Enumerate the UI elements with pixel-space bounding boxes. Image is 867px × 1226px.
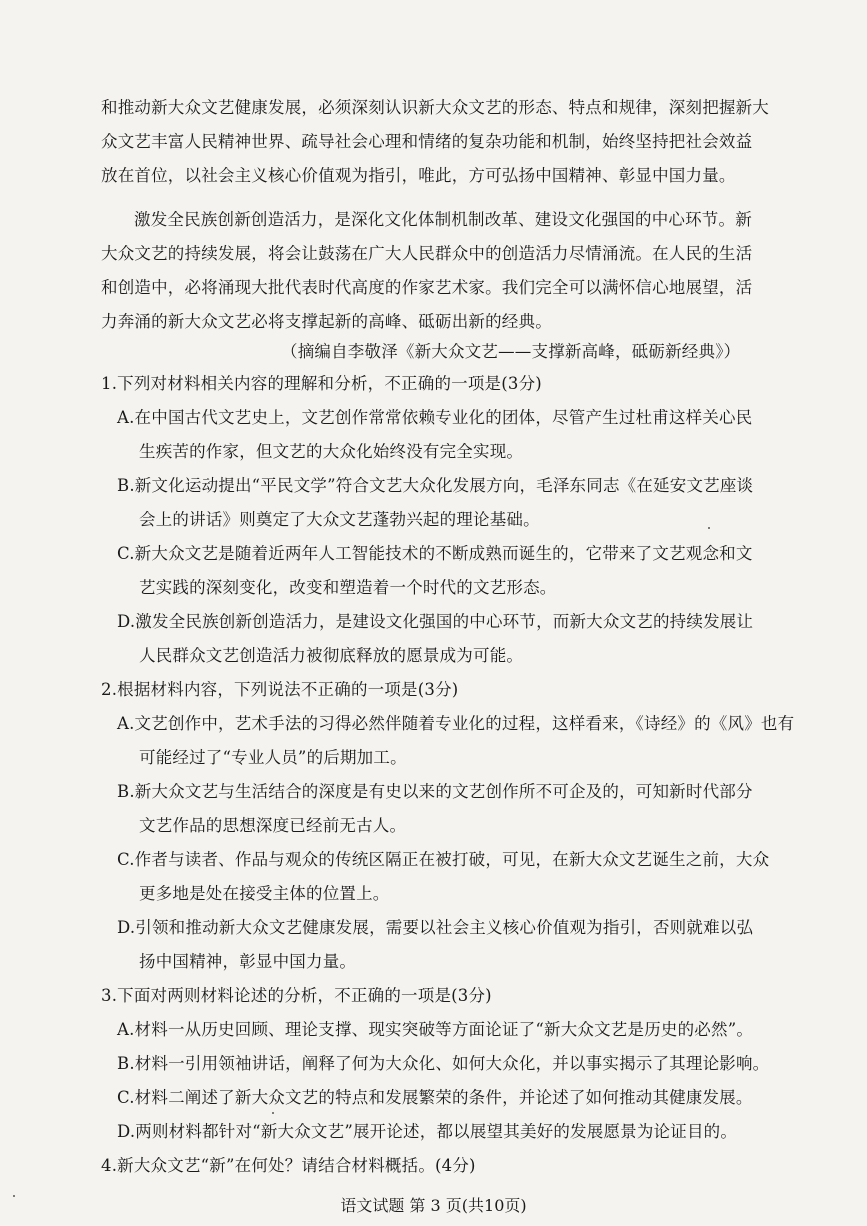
q1-option-b: B.新文化运动提出“平民文学”符合文艺大众化发展方向，毛泽东同志《在延安文艺座谈 — [117, 476, 754, 495]
scan-speck — [272, 1112, 274, 1114]
q2-option-d-cont: 扬中国精神，彰显中国力量。 — [139, 952, 357, 971]
question-1-stem: 1.下列对材料相关内容的理解和分析，不正确的一项是(3分) — [101, 374, 542, 393]
source-citation: （摘编自李敬泽《新大众文艺——支撑新高峰，砥砺新经典》） — [281, 342, 741, 361]
q1-option-b-cont: 会上的讲话》则奠定了大众文艺蓬勃兴起的理论基础。 — [139, 510, 540, 529]
passage-line: 放在首位，以社会主义核心价值观为指引，唯此，方可弘扬中国精神、彰显中国力量。 — [101, 166, 736, 185]
page-footer: 语文试题 第 3 页(共10页) — [340, 1196, 527, 1215]
q1-option-c-cont: 艺实践的深刻变化，改变和塑造着一个时代的文艺形态。 — [139, 578, 557, 597]
passage-line: 大众文艺的持续发展，将会让鼓荡在广大人民群众中的创造活力尽情涌流。在人民的生活 — [101, 244, 753, 263]
passage-line: 和推动新大众文艺健康发展，必须深刻认识新大众文艺的形态、特点和规律，深刻把握新大 — [101, 98, 769, 117]
q1-option-a-cont: 生疾苦的作家，但文艺的大众化始终没有完全实现。 — [139, 442, 524, 461]
q2-option-a: A.文艺创作中，艺术手法的习得必然伴随着专业化的过程，这样看来，《诗经》的《风》也有 — [117, 714, 795, 733]
q2-option-b-cont: 文艺作品的思想深度已经前无古人。 — [139, 816, 407, 835]
scan-speck — [708, 527, 710, 529]
q2-option-c: C.作者与读者、作品与观众的传统区隔正在被打破，可见，在新大众文艺诞生之前，大众 — [117, 850, 770, 869]
q1-option-c: C.新大众文艺是随着近两年人工智能技术的不断成熟而诞生的，它带来了文艺观念和文 — [117, 544, 753, 563]
q1-option-a: A.在中国古代文艺史上，文艺创作常常依赖专业化的团体，尽管产生过杜甫这样关心民 — [117, 408, 753, 427]
q2-option-c-cont: 更多地是处在接受主体的位置上。 — [139, 884, 390, 903]
q3-option-d: D.两则材料都针对“新大众文艺”展开论述，都以展望其美好的发展愿景为论证目的。 — [117, 1122, 738, 1141]
passage-line: 力奔涌的新大众文艺必将支撑起新的高峰、砥砺出新的经典。 — [101, 312, 552, 331]
q3-option-b: B.材料一引用领袖讲话，阐释了何为大众化、如何大众化，并以事实揭示了其理论影响。 — [117, 1054, 770, 1073]
question-4-stem: 4.新大众文艺“新”在何处？请结合材料概括。(4分) — [101, 1156, 476, 1175]
passage-line: 激发全民族创新创造活力，是深化文化体制机制改革、建设文化强国的中心环节。新 — [134, 210, 752, 229]
q3-option-c: C.材料二阐述了新大众文艺的特点和发展繁荣的条件，并论述了如何推动其健康发展。 — [117, 1088, 753, 1107]
q2-option-a-cont: 可能经过了“专业人员”的后期加工。 — [139, 748, 407, 767]
question-3-stem: 3.下面对两则材料论述的分析，不正确的一项是(3分) — [101, 986, 492, 1005]
q1-option-d-cont: 人民群众文艺创造活力被彻底释放的愿景成为可能。 — [139, 646, 524, 665]
q3-option-a: A.材料一从历史回顾、理论支撑、现实突破等方面论证了“新大众文艺是历史的必然”。 — [117, 1020, 754, 1039]
scan-speck — [13, 1195, 15, 1197]
question-2-stem: 2.根据材料内容，下列说法不正确的一项是(3分) — [101, 680, 459, 699]
q1-option-d: D.激发全民族创新创造活力，是建设文化强国的中心环节，而新大众文艺的持续发展让 — [117, 612, 754, 631]
passage-line: 众文艺丰富人民精神世界、疏导社会心理和情绪的复杂功能和机制，始终坚持把社会效益 — [101, 132, 753, 151]
q2-option-d: D.引领和推动新大众文艺健康发展，需要以社会主义核心价值观为指引，否则就难以弘 — [117, 918, 754, 937]
q2-option-b: B.新大众文艺与生活结合的深度是有史以来的文艺创作所不可企及的，可知新时代部分 — [117, 782, 753, 801]
passage-line: 和创造中，必将涌现大批代表时代高度的作家艺术家。我们完全可以满怀信心地展望，活 — [101, 278, 753, 297]
